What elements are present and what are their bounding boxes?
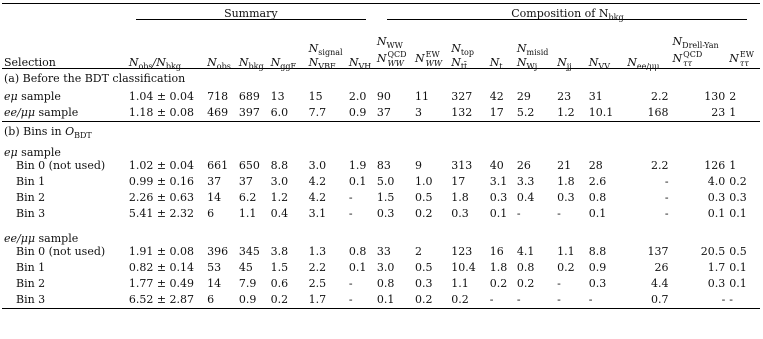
cell-bkg: 689 bbox=[238, 90, 260, 103]
col-ww-qcd bbox=[375, 24, 413, 68]
cell-vh: 1.9 bbox=[348, 159, 367, 172]
col-jj bbox=[555, 24, 587, 71]
cell-tt-qcd: 20.5 bbox=[700, 245, 726, 258]
column-header-row bbox=[2, 24, 760, 68]
cell-obs: 469 bbox=[207, 106, 229, 119]
cell-wj: - bbox=[516, 207, 521, 220]
cell-eemm: 2.2 bbox=[651, 90, 669, 103]
cell-vv: 0.8 bbox=[588, 191, 607, 204]
cell-obs: 6 bbox=[207, 207, 215, 220]
cell-ttbar: 1.1 bbox=[451, 277, 469, 290]
section-title: (a) Before the BDT classification bbox=[4, 72, 186, 85]
cell-ratio: 2.26 ± 0.63 bbox=[128, 191, 195, 204]
cell-vh: 2.0 bbox=[348, 90, 367, 103]
cell-ww-qcd: 33 bbox=[376, 245, 391, 258]
table-row bbox=[2, 206, 760, 222]
cell-t: 17 bbox=[489, 106, 504, 119]
cell-ratio: 0.82 ± 0.14 bbox=[128, 261, 195, 274]
table-row bbox=[2, 174, 760, 190]
col-ggf bbox=[269, 24, 307, 71]
cell-ggf: 6.0 bbox=[270, 106, 289, 119]
cell-ggf: 0.2 bbox=[269, 292, 307, 309]
cell-eemm: 168 bbox=[647, 106, 669, 119]
col-ww-ew bbox=[413, 24, 449, 68]
col-obs-bkg bbox=[127, 24, 205, 71]
header-vh: $N_{VH}$ bbox=[348, 55, 372, 71]
cell-vbf: 7.7 bbox=[308, 106, 327, 119]
cell-ratio: 0.99 ± 0.16 bbox=[128, 175, 195, 188]
cell-tt-qcd: 0.3 bbox=[707, 277, 726, 290]
cell-ww-qcd: 83 bbox=[376, 159, 391, 172]
header-obs: $N_{obs}$ bbox=[207, 55, 231, 71]
cell-obs: 6 bbox=[205, 292, 237, 309]
cell-obs: 14 bbox=[207, 277, 222, 290]
cell-ratio: 1.77 ± 0.49 bbox=[128, 277, 195, 290]
cell-tt-qcd: 4.0 bbox=[707, 175, 726, 188]
group-composition: Composition of $N_{bkg}$ bbox=[375, 4, 760, 25]
cell-jj: - bbox=[555, 292, 587, 309]
cell-tt-qcd: 0.1 bbox=[707, 207, 726, 220]
col-ee-mumu bbox=[625, 24, 670, 71]
cell-obs: 37 bbox=[207, 175, 222, 188]
cell-vv: 10.1 bbox=[588, 106, 614, 119]
cell-bkg: 397 bbox=[238, 106, 260, 119]
cell-jj: 0.2 bbox=[557, 261, 575, 274]
cell-ttbar: 123 bbox=[451, 245, 473, 258]
cell-vbf: 15 bbox=[308, 90, 323, 103]
header-misid-label: $N_{misid}$ bbox=[516, 41, 549, 57]
cell-ttbar: 0.3 bbox=[451, 207, 469, 220]
cell-bkg: 0.9 bbox=[237, 292, 269, 309]
header-vbf: $N_{VBF}$ bbox=[308, 55, 336, 71]
cell-ggf: 3.0 bbox=[270, 175, 289, 188]
row-label: Bin 1 bbox=[16, 175, 46, 188]
header-jj: $N_{jj}$ bbox=[557, 55, 572, 71]
header-vv: $N_{VV}$ bbox=[588, 55, 610, 71]
cell-ww-ew: 11 bbox=[415, 90, 429, 103]
cell-eemm: - bbox=[664, 207, 669, 220]
cell-tt-qcd: 1.7 bbox=[707, 261, 726, 274]
header-ww-label: $N_{WW}$ bbox=[376, 34, 403, 50]
cell-ww-qcd: 0.3 bbox=[376, 207, 395, 220]
cell-wj: 29 bbox=[516, 90, 531, 103]
cell-ggf: 0.6 bbox=[270, 277, 289, 290]
cell-ww-ew: 9 bbox=[415, 159, 422, 172]
cell-vbf: 1.3 bbox=[308, 245, 327, 258]
cell-ww-ew: 2 bbox=[415, 245, 422, 258]
cell-bkg: 45 bbox=[238, 261, 253, 274]
cell-vh: 0.1 bbox=[348, 261, 367, 274]
cell-jj: 21 bbox=[557, 159, 572, 172]
cell-t: 16 bbox=[489, 245, 504, 258]
row-label: Bin 3 bbox=[16, 207, 46, 220]
cell-wj: 0.8 bbox=[516, 261, 535, 274]
cell-tt-ew: 0.3 bbox=[729, 191, 747, 204]
cell-obs: 53 bbox=[207, 261, 222, 274]
row-label: eμ sample bbox=[4, 90, 61, 103]
cell-tt-ew: 1 bbox=[729, 106, 737, 119]
cell-bkg: 37 bbox=[238, 175, 253, 188]
section-header bbox=[2, 68, 760, 89]
cell-eemm: 0.7 bbox=[625, 292, 670, 309]
col-bkg bbox=[237, 24, 269, 71]
cell-vv: 0.1 bbox=[588, 207, 607, 220]
cell-vv: 0.3 bbox=[588, 277, 607, 290]
cell-ww-qcd: 0.8 bbox=[376, 277, 395, 290]
cell-eemm: - bbox=[664, 191, 669, 204]
cell-ww-qcd: 3.0 bbox=[376, 261, 395, 274]
col-tautau-ew bbox=[727, 24, 760, 68]
row-label: Bin 2 bbox=[16, 191, 46, 204]
cell-ttbar: 1.8 bbox=[451, 191, 469, 204]
cell-ggf: 8.8 bbox=[270, 159, 289, 172]
cell-t: 0.1 bbox=[489, 207, 508, 220]
cell-ratio: 1.91 ± 0.08 bbox=[128, 245, 195, 258]
table-row bbox=[2, 105, 760, 122]
cell-t: 0.3 bbox=[489, 191, 508, 204]
cell-vv: 8.8 bbox=[588, 245, 607, 258]
cell-tt-ew: - bbox=[727, 292, 760, 309]
cell-vbf: 3.1 bbox=[308, 207, 327, 220]
cell-ww-ew: 0.2 bbox=[415, 207, 433, 220]
cell-ww-ew: 1.0 bbox=[415, 175, 433, 188]
table-row bbox=[2, 292, 760, 309]
cell-obs: 718 bbox=[207, 90, 229, 103]
cell-bkg: 345 bbox=[238, 245, 260, 258]
cell-vbf: 3.0 bbox=[308, 159, 327, 172]
col-ttbar bbox=[449, 24, 487, 71]
cell-ratio: 6.52 ± 2.87 bbox=[127, 292, 205, 309]
cell-t: 3.1 bbox=[489, 175, 508, 188]
cell-vv: 2.6 bbox=[588, 175, 607, 188]
cell-vv: - bbox=[587, 292, 625, 309]
cell-eemm: 4.4 bbox=[651, 277, 669, 290]
cell-ratio: 5.41 ± 2.32 bbox=[128, 207, 195, 220]
cell-jj: 1.2 bbox=[557, 106, 575, 119]
col-tautau-qcd bbox=[671, 24, 728, 68]
cell-tt-ew: 1 bbox=[729, 159, 737, 172]
header-dy-label: $N_{Drell-Yan}$ bbox=[672, 34, 719, 50]
cell-ww-ew: 0.5 bbox=[415, 261, 433, 274]
cell-obs: 396 bbox=[207, 245, 229, 258]
cell-eemm: 26 bbox=[654, 261, 669, 274]
header-ggf: $N_{ggF}$ bbox=[270, 55, 297, 71]
cell-wj: 26 bbox=[516, 159, 531, 172]
cell-t: 42 bbox=[489, 90, 504, 103]
cell-ww-ew: 0.2 bbox=[413, 292, 449, 309]
header-selection: Selection bbox=[4, 55, 56, 69]
row-label: ee/μμ sample bbox=[4, 106, 79, 119]
cell-ww-qcd: 1.5 bbox=[376, 191, 395, 204]
cell-tt-qcd: 130 bbox=[704, 90, 726, 103]
header-ttbar: $N_{tt̄}$ bbox=[451, 55, 468, 71]
cell-ratio: 1.18 ± 0.08 bbox=[128, 106, 195, 119]
cell-wj: 4.1 bbox=[516, 245, 535, 258]
cell-jj: 1.8 bbox=[557, 175, 575, 188]
cell-bkg: 7.9 bbox=[238, 277, 257, 290]
cell-ratio: 1.02 ± 0.04 bbox=[128, 159, 195, 172]
cell-tt-ew: 0.5 bbox=[729, 245, 747, 258]
cell-ww-ew: 3 bbox=[415, 106, 422, 119]
cell-tt-ew: 0.2 bbox=[729, 175, 747, 188]
cell-bkg: 650 bbox=[238, 159, 260, 172]
cell-vh: - bbox=[348, 191, 353, 204]
cell-ggf: 1.2 bbox=[270, 191, 289, 204]
cell-wj: 0.2 bbox=[516, 277, 535, 290]
table-row bbox=[2, 260, 760, 276]
cell-vh: - bbox=[348, 277, 353, 290]
cell-wj: 3.3 bbox=[516, 175, 535, 188]
cell-ttbar: 327 bbox=[451, 90, 473, 103]
cell-jj: 23 bbox=[557, 90, 572, 103]
header-signal-label: $N_{signal}$ bbox=[308, 41, 343, 57]
cell-tt-ew: 0.1 bbox=[729, 261, 747, 274]
table-row bbox=[2, 190, 760, 206]
cell-wj: 0.4 bbox=[516, 191, 535, 204]
header-tautau-ew: N EW ττ bbox=[729, 49, 754, 68]
cell-ttbar: 10.4 bbox=[451, 261, 476, 274]
event-yield-table bbox=[2, 3, 760, 309]
cell-vv: 31 bbox=[588, 90, 603, 103]
cell-ratio: 1.04 ± 0.04 bbox=[128, 90, 195, 103]
cell-ggf: 1.5 bbox=[270, 261, 289, 274]
cell-ww-qcd: 37 bbox=[376, 106, 391, 119]
cell-vbf: 4.2 bbox=[308, 175, 327, 188]
cell-ww-qcd: 0.1 bbox=[375, 292, 413, 309]
cell-jj: 1.1 bbox=[557, 245, 575, 258]
header-ww-ew: N EW WW bbox=[415, 49, 443, 68]
cell-wj: 5.2 bbox=[516, 106, 535, 119]
table-row bbox=[2, 276, 760, 292]
cell-t: - bbox=[488, 292, 515, 309]
section-title: (b) Bins in $O_{BDT}$ bbox=[2, 121, 760, 142]
row-label: Bin 2 bbox=[16, 277, 46, 290]
cell-ggf: 13 bbox=[270, 90, 285, 103]
cell-ww-ew: 0.5 bbox=[415, 191, 433, 204]
cell-bkg: 6.2 bbox=[238, 191, 257, 204]
cell-ttbar: 17 bbox=[451, 175, 466, 188]
cell-jj: - bbox=[557, 207, 561, 220]
cell-wj: - bbox=[515, 292, 555, 309]
row-label: Bin 3 bbox=[2, 292, 127, 309]
row-label: Bin 0 (not used) bbox=[16, 245, 106, 258]
cell-obs: 661 bbox=[207, 159, 229, 172]
cell-vbf: 4.2 bbox=[308, 191, 327, 204]
cell-bkg: 1.1 bbox=[238, 207, 257, 220]
cell-vbf: 1.7 bbox=[307, 292, 347, 309]
header-t: $N_t$ bbox=[489, 55, 503, 71]
cell-vbf: 2.2 bbox=[308, 261, 327, 274]
cell-eemm: 2.2 bbox=[651, 159, 669, 172]
table-row bbox=[2, 89, 760, 105]
cell-ww-qcd: 90 bbox=[376, 90, 391, 103]
cell-vv: 0.9 bbox=[588, 261, 607, 274]
cell-tt-qcd: 23 bbox=[711, 106, 726, 119]
sample-subheader: ee/μμ sample bbox=[4, 231, 79, 245]
col-obs bbox=[205, 24, 237, 71]
cell-jj: - bbox=[557, 277, 561, 290]
cell-tt-ew: 2 bbox=[729, 90, 737, 103]
table-body bbox=[2, 68, 760, 308]
group-header-row bbox=[2, 4, 760, 25]
cell-tt-qcd: 0.3 bbox=[707, 191, 726, 204]
cell-ggf: 0.4 bbox=[270, 207, 289, 220]
col-vv bbox=[587, 24, 625, 71]
cell-jj: 0.3 bbox=[557, 191, 575, 204]
cell-t: 1.8 bbox=[489, 261, 508, 274]
cell-ggf: 3.8 bbox=[270, 245, 289, 258]
group-summary: Summary bbox=[127, 4, 375, 25]
sample-subheader: eμ sample bbox=[4, 145, 61, 159]
cell-eemm: 137 bbox=[647, 245, 669, 258]
row-label: Bin 0 (not used) bbox=[16, 159, 106, 172]
cell-vh: 0.8 bbox=[348, 245, 367, 258]
table-row bbox=[2, 158, 760, 174]
cell-vh: - bbox=[347, 292, 375, 309]
col-vbf bbox=[307, 24, 347, 71]
cell-ww-qcd: 5.0 bbox=[376, 175, 395, 188]
cell-t: 0.2 bbox=[489, 277, 508, 290]
header-ww-qcd: N QCD WW bbox=[376, 49, 407, 68]
cell-ww-ew: 0.3 bbox=[415, 277, 433, 290]
cell-tt-qcd: - bbox=[671, 292, 728, 309]
cell-eemm: - bbox=[664, 175, 669, 188]
header-ee-mumu: $N_{ee/\mu\mu}$ bbox=[627, 55, 660, 71]
cell-obs: 14 bbox=[207, 191, 222, 204]
cell-vh: 0.9 bbox=[348, 106, 367, 119]
cell-vbf: 2.5 bbox=[308, 277, 327, 290]
header-top-label: $N_{top}$ bbox=[451, 41, 474, 57]
cell-tt-qcd: 126 bbox=[704, 159, 726, 172]
cell-ttbar: 132 bbox=[451, 106, 473, 119]
row-label: Bin 1 bbox=[16, 261, 46, 274]
header-bkg: $N_{bkg}$ bbox=[238, 55, 264, 71]
header-obs-over-bkg: $N_{obs}/N_{bkg}$ bbox=[128, 55, 181, 71]
header-wj: $N_{Wj}$ bbox=[516, 55, 538, 71]
cell-ttbar: 313 bbox=[451, 159, 473, 172]
col-wj bbox=[515, 24, 555, 71]
cell-tt-ew: 0.1 bbox=[729, 207, 747, 220]
cell-vh: 0.1 bbox=[348, 175, 367, 188]
header-tautau-qcd: N QCD ττ bbox=[672, 49, 703, 68]
col-vh bbox=[347, 24, 375, 71]
col-t bbox=[488, 24, 515, 71]
cell-ttbar: 0.2 bbox=[449, 292, 487, 309]
cell-vv: 28 bbox=[588, 159, 603, 172]
table-row bbox=[2, 244, 760, 260]
cell-vh: - bbox=[348, 207, 353, 220]
section-header bbox=[2, 121, 760, 142]
cell-t: 40 bbox=[489, 159, 504, 172]
cell-tt-ew: 0.1 bbox=[729, 277, 747, 290]
